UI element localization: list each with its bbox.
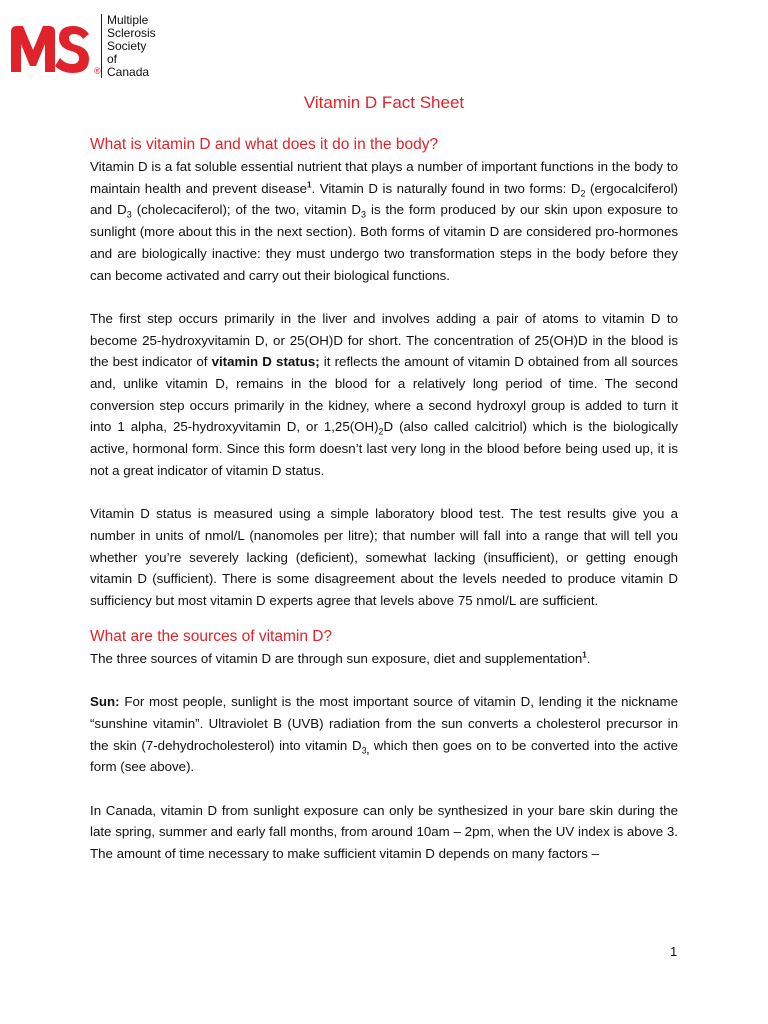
paragraph-canada-sunlight: In Canada, vitamin D from sunlight exposure can only be synthesized in your bare skin during the late spring, summer and early fall months, from around 10am – 2pm, when the UV index is above 3. The amount of time necessary to make sufficient vitamin D depends on many factors – [90,802,678,862]
page-title: Vitamin D Fact Sheet [303,93,465,112]
ms-logo-icon [9,24,91,74]
page-number: 1 [670,944,678,959]
logo-org-name: Multiple Sclerosis Society of Canada [107,13,156,79]
section-heading-sources: What are the sources of vitamin D? [90,627,333,645]
paragraph-conversion-steps: The first step occurs primarily in the liver and involves adding a pair of atoms to vitamin D to become 25-hydroxyvitamin D, or 25(OH)D for short. The concentration of 25(OH)D in the blood is the best indicator of vitamin D status; it reflects the amount of vitamin D obtained from all sources and, unlike vitamin D, remains in the blood for a relatively long period of time. The second conversion step occurs primarily in the kidney, where a second hydroxyl group is added to turn it into 1 alpha, 25-hydroxyvitamin D, or $1,25(OH)_2D$ (also called calcitriol) which is the biologically active, hormonal form. Since this form doesn’t last very long in the blood before being used up, it is not a great indicator of vitamin D status. [90,310,678,478]
paragraph-intro: Vitamin D is a fat soluble essential nutrient that plays a number of important functions in the body to maintain health and prevent disease$^1$. Vitamin D is naturally found in two forms: $D_2$ (ergocalciferol) and $D_3$ (cholecaciferol); of the two, vitamin $D_3$ is the form produced by our skin upon exposure to sunlight (more about this in the next section). Both forms of vitamin D are considered pro-hormones and are biologically inactive: they must undergo two transformation steps in the body before they can become activated and carry out their biological functions. [90,159,678,283]
paragraph-vitamin-d-status: Vitamin D status is measured using a simple laboratory blood test. The test results give you a number in units of nmol/L (nanomoles per litre); that number will fall into a range that will tell you whether you’re severely lacking (deficient), somewhat lacking (insufficient), or getting enough vitamin D (sufficient). There is some disagreement about the levels needed to produce vitamin D sufficiency but most vitamin D experts agree that levels above 75 nmol/L are sufficient. [90,506,678,609]
ms-society-logo [9,14,159,84]
document-body [90,134,678,865]
paragraph-sun: Sun: For most people, sunlight is the most important source of vitamin D, lending it the nickname “sunshine vitamin”. Ultraviolet B (UVB) radiation from the sun converts a cholesterol precursor in the skin (7-dehydrocholesterol) into vitamin $D_{3,}$ which then goes on to be converted into the active form (see above). [90,694,678,775]
logo-divider [101,14,102,78]
paragraph-three-sources: The three sources of vitamin D are through sun exposure, diet and supplementation$^1$. [90,650,591,666]
registered-mark: ® [94,66,101,76]
section-heading-what-is-vitamin-d: What is vitamin D and what does it do in the body? [90,136,439,153]
